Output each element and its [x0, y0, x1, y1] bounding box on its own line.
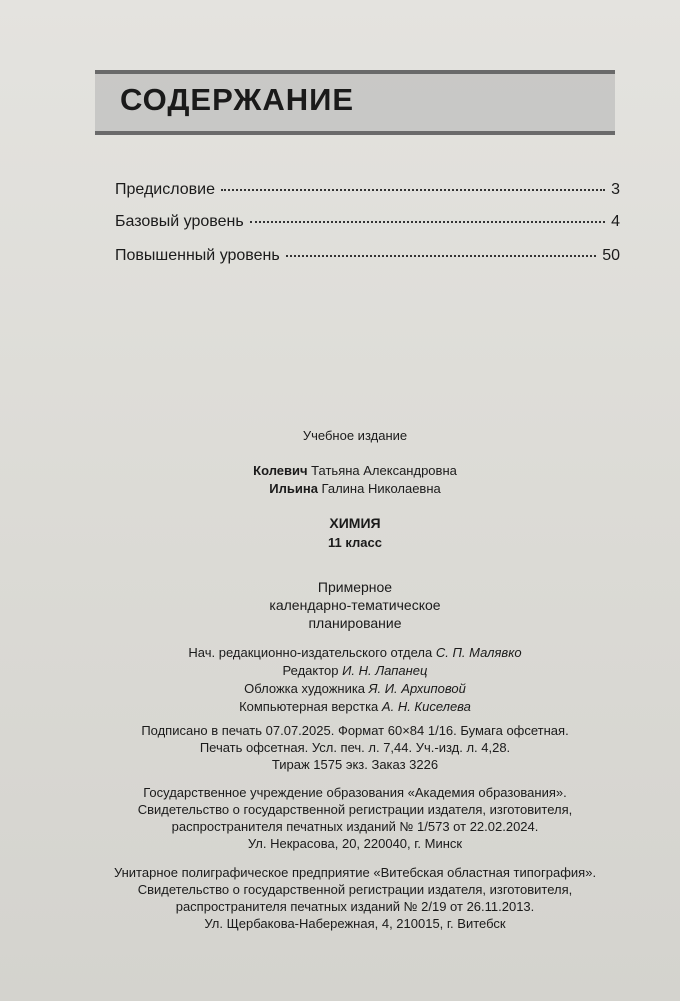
printer-block	[95, 864, 615, 932]
toc-label: Повышенный уровень	[115, 247, 280, 264]
credit-2	[95, 662, 615, 679]
toc-page: 4	[611, 213, 620, 230]
toc-label: Базовый уровень	[115, 213, 244, 230]
doc-type-line: планирование	[308, 615, 402, 631]
author-1	[95, 462, 615, 479]
subject: ХИМИЯ	[329, 515, 381, 531]
print-info	[95, 722, 615, 773]
credit-person: Я. И. Архиповой	[368, 681, 466, 696]
credit-role: Нач. редакционно-издательского отдела	[188, 645, 433, 660]
publisher-line: Государственное учреждение образования «Академия образования».	[143, 785, 567, 800]
printer-line: Унитарное полиграфическое предприятие «Витебская областная типография».	[113, 865, 597, 880]
publisher-line: распространителя печатных изданий № 1/573 от 22.02.2024.	[171, 819, 539, 834]
credit-person: А. Н. Киселева	[381, 699, 471, 714]
printer-line: Свидетельство о государственной регистрации издателя, изготовителя,	[137, 882, 573, 897]
publisher-line: Ул. Некрасова, 20, 220040, г. Минск	[247, 836, 463, 851]
edition-type: Учебное издание	[302, 428, 408, 443]
author-1-surname: Колевич	[253, 463, 308, 478]
author-2-name: Галина Николаевна	[321, 481, 441, 496]
credit-4	[95, 698, 615, 715]
header-rule-top	[95, 70, 615, 74]
credit-1	[95, 644, 615, 661]
publisher-line: Свидетельство о государственной регистрации издателя, изготовителя,	[137, 802, 573, 817]
print-line: Печать офсетная. Усл. печ. л. 7,44. Уч.-изд. л. 4,28.	[199, 740, 511, 755]
publisher-block	[95, 784, 615, 852]
toc-row[interactable]	[115, 213, 620, 231]
credit-role: Компьютерная верстка	[239, 699, 379, 714]
page-title: СОДЕРЖАНИЕ	[120, 82, 355, 117]
author-1-name: Татьяна Александровна	[311, 463, 457, 478]
doc-type-line: Примерное	[317, 579, 393, 595]
doc-type-line: календарно-тематическое	[269, 597, 441, 613]
toc-row[interactable]	[115, 247, 620, 265]
toc-leader	[286, 255, 597, 257]
toc-label: Предисловие	[115, 181, 215, 198]
toc-leader	[250, 221, 605, 223]
toc-page: 3	[611, 181, 620, 198]
credit-role: Редактор	[282, 663, 339, 678]
printer-line: распространителя печатных изданий № 2/19 от 26.11.2013.	[175, 899, 535, 914]
grade: 11 класс	[328, 535, 382, 550]
doc-type	[95, 578, 615, 632]
toc-row[interactable]	[115, 181, 620, 199]
header-rule-bottom	[95, 131, 615, 135]
credit-person: И. Н. Лапанец	[342, 663, 428, 678]
author-2	[95, 480, 615, 497]
credit-person: С. П. Малявко	[435, 645, 522, 660]
printer-line: Ул. Щербакова-Набережная, 4, 210015, г. Витебск	[204, 916, 506, 931]
toc-leader	[221, 189, 605, 191]
print-line: Подписано в печать 07.07.2025. Формат 60×84 1/16. Бумага офсетная.	[141, 723, 569, 738]
toc-page: 50	[602, 247, 620, 264]
credit-role: Обложка художника	[244, 681, 366, 696]
credit-3	[95, 680, 615, 697]
author-2-surname: Ильина	[269, 481, 318, 496]
print-line: Тираж 1575 экз. Заказ 3226	[271, 757, 439, 772]
